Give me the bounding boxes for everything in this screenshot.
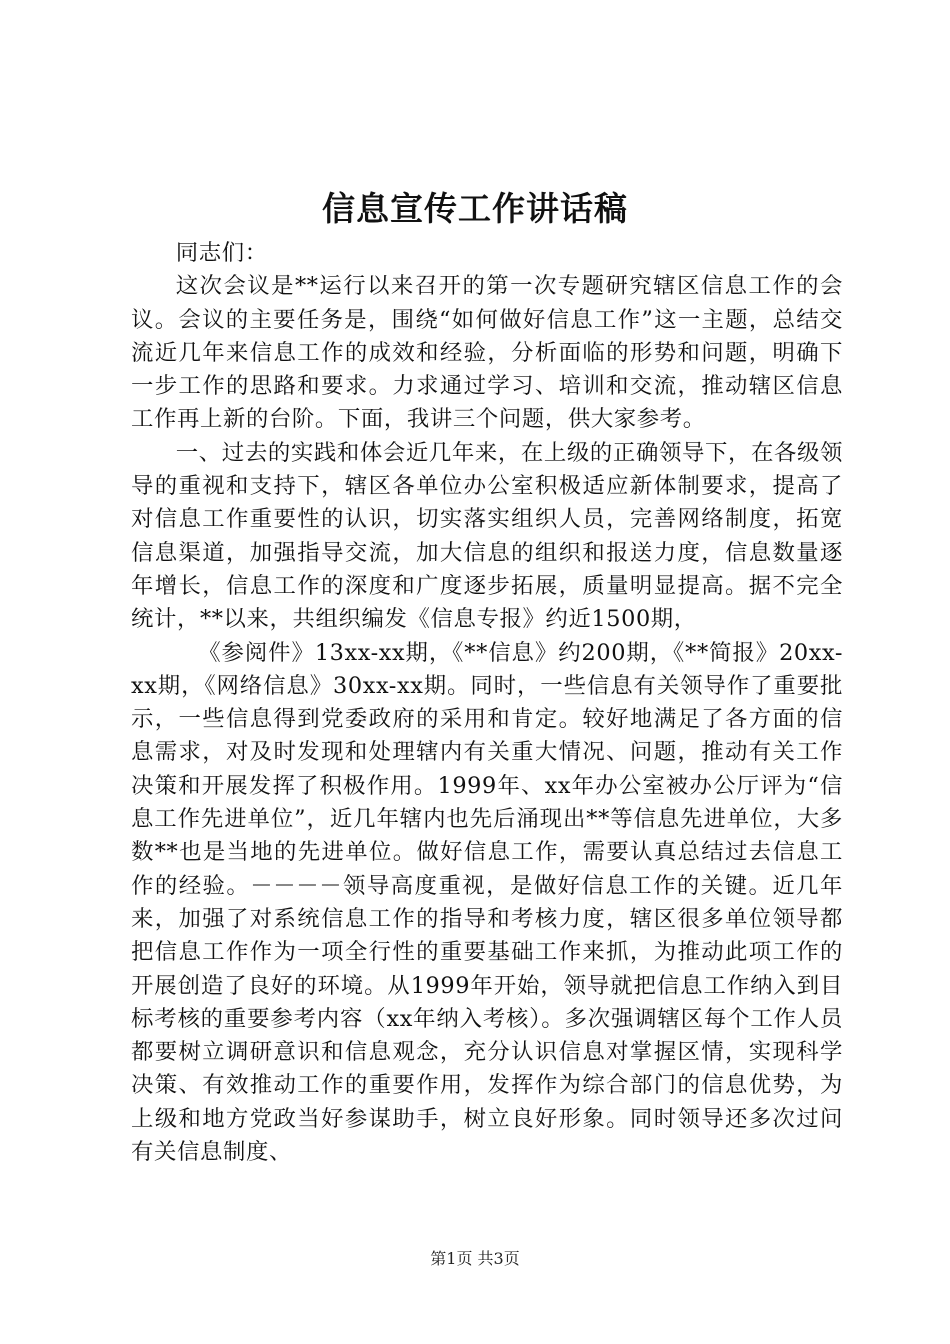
document-body [131, 237, 843, 1169]
salutation: 同志们： [175, 240, 268, 266]
document-title: 信息宣传工作讲话稿 [322, 189, 628, 228]
paragraph-intro: 这次会议是**运行以来召开的第一次专题研究辖区信息工作的会议。会议的主要任务是，围绕“如何做好信息工作”这一主题，总结交流近几年来信息工作的成效和经验，分析面临的形势和问题，明确下一步工作的思路和要求。力求通过学习、培训和交流，推动辖区信息工作再上新的台阶。下面，我讲三个问题，供大家参考。 [131, 273, 843, 433]
page-number-footer: 第1页 共3页 [430, 1249, 520, 1268]
paragraph-continuation: 《参阅件》13xx-xx期，《**信息》约200期，《**简报》20xx-xx期，《网络信息》30xx-xx期。同时，一些信息有关领导作了重要批示，一些信息得到党委政府的采用和肯定。较好地满足了各方面的信息需求，对及时发现和处理辖内有关重大情况、问题，推动有关工作决策和开展发挥了积极作用。1999年、xx年办公室被办公厅评为“信息工作先进单位”，近几年辖内也先后涌现出**等信息先进单位，大多数**也是当地的先进单位。做好信息工作，需要认真总结过去信息工作的经验。－－－－领导高度重视，是做好信息工作的关键。近几年来，加强了对系统信息工作的指导和考核力度，辖区很多单位领导都把信息工作作为一项全行性的重要基础工作来抓，为推动此项工作的开展创造了良好的环境。从1999年开始，领导就把信息工作纳入到目标考核的重要参考内容（xx年纳入考核）。多次强调辖区每个工作人员都要树立调研意识和信息观念，充分认识信息对掌握区情，实现科学决策、有效推动工作的重要作用，发挥作为综合部门的信息优势，为上级和地方党政当好参谋助手，树立良好形象。同时领导还多次过问有关信息制度、 [131, 639, 843, 1166]
paragraph-section-one: 一、过去的实践和体会近几年来，在上级的正确领导下，在各级领导的重视和支持下，辖区各单位办公室积极适应新体制要求，提高了对信息工作重要性的认识，切实落实组织人员，完善网络制度，拓宽信息渠道，加强指导交流，加大信息的组织和报送力度，信息数量逐年增长，信息工作的深度和广度逐步拓展，质量明显提高。据不完全统计，**以来，共组织编发《信息专报》约近1500期， [131, 439, 843, 633]
